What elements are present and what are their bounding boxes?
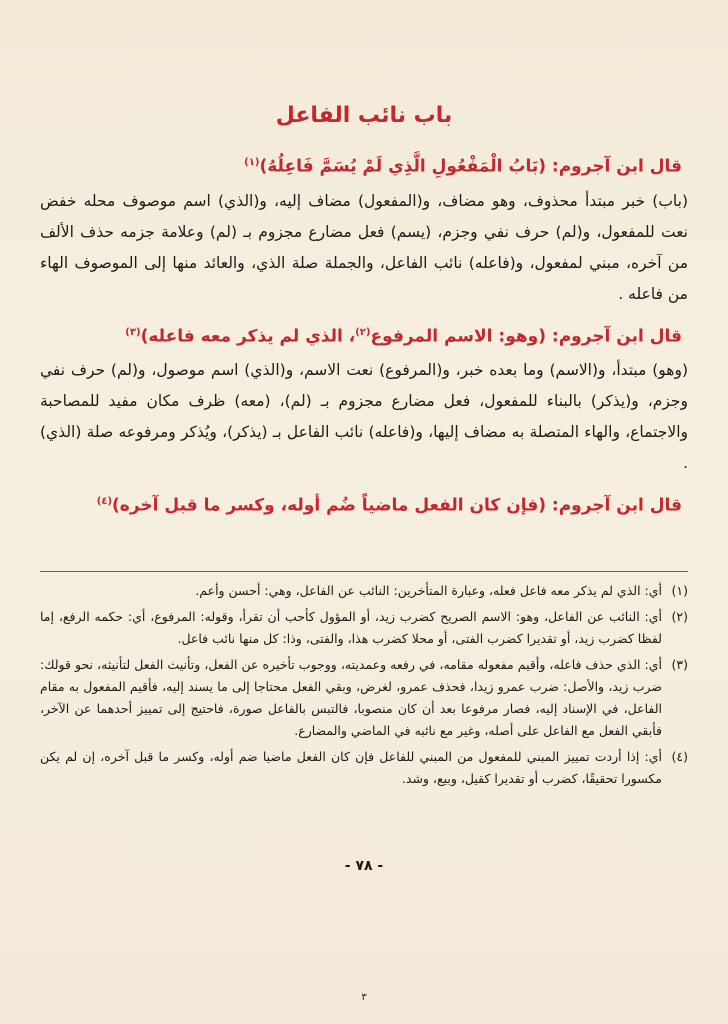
footnote-2 <box>40 606 688 650</box>
quote-3 <box>40 487 682 521</box>
commentary-2-text: (وهو) مبتدأ، و(الاسم) وما بعده خبر، و(المرفوع) نعت الاسم، و(الذي) اسم موصول، و(لم) حرف نفي وجزم، و(يذكر) بالبناء للمفعول، فعل مضارع مجزوم بـ (لم)، (معه) ظرف مكان مفيد للمصاحبة والاجتماع، والهاء المتصلة به مضاف إليها، و(فاعله) نائب الفاعل بـ (يذكر)، ويُذكر ومرفوعه صلة (الذي) . <box>40 361 688 473</box>
footnote-number: (٣) <box>671 657 688 672</box>
footnote-4 <box>40 746 688 790</box>
signature-mark: ٣ <box>361 992 367 1003</box>
footnote-ref-2[interactable]: (٢) <box>355 326 371 338</box>
quote-2 <box>40 318 682 352</box>
quote-2-part-a: قال ابن آجروم: (وهو: الاسم المرفوع <box>370 326 682 347</box>
commentary-1 <box>40 186 688 310</box>
footnote-number: (٢) <box>671 609 688 624</box>
footnote-ref-3[interactable]: (٣) <box>125 326 141 338</box>
footnote-ref-1[interactable]: (١) <box>244 157 260 168</box>
footnotes <box>40 580 688 794</box>
footnote-text: أي: إذا أردت تمييز المبني للمفعول من المبني للفاعل فإن كان الفعل ماضيا ضم أوله، وكسر ما قبل آخره، إن لم يكن مكسورا تحقيقًا، كضرب أو تقديرا كقيل، وبيع، وشد. <box>40 749 662 786</box>
footnote-3 <box>40 654 688 742</box>
chapter-title: باب نائب الفاعل <box>275 103 453 128</box>
quote-1-text: قال ابن آجروم: (بَابُ الْمَفْعُولِ الَّذِي لَمْ يُسَمَّ فَاعِلُهُ) <box>259 156 682 177</box>
footnote-text: أي: الذي حذف فاعله، وأقيم مفعوله مقامه، في رفعه وعمديته، ووجوب تأخيره عن الفعل، وتأنيث الفعل لتأنيثه، نحو قولك: ضرب زيد، والأصل: ضرب عمرو زيدا، فحذف عمرو، لغرض، وبقي الفعل محتاجا إلى ما يسند إليه، فأقيم المفعول به مقام الفاعل، في الإسناد إليه، فصار مرفوعا بعد أن كان منصوبا، فالتبس بالفاعل صورة، فاحتيج إلى تمييز أحدهما عن الآخر، فأبقي الفعل مع الفاعل على أصله، وغير مع نائبه في الماضي والمضارع. <box>40 657 662 738</box>
footnote-ref-4[interactable]: (٤) <box>96 496 113 508</box>
commentary-1-text: (باب) خبر مبتدأ محذوف، وهو مضاف، و(المفعول) مضاف إليه، و(الذي) اسم موصوف محله خفض نعت للمفعول، و(لم) حرف نفي وجزم، (يسم) فعل مضارع مجزوم بـ (لم) وعلامة جزمه حذف الألف من آخره، مبني لمفعول، و(فاعله) نائب الفاعل، والجملة صلة الذي، والعائد منها إلى الموصوف الهاء من فاعله . <box>40 191 688 303</box>
footnote-divider <box>40 571 688 572</box>
footnote-text: أي: النائب عن الفاعل، وهو: الاسم الصريح كضرب زيد، أو المؤول كأحب أن تقرأ، وقوله: المرفوع، أي: حكمه الرفع، إما لفظا كضرب زيد، أو تقديرا كضرب الفتى، أو محلا كضرب هذا، والفتى، وذا: كل منها نائب فاعل. <box>40 609 662 646</box>
quote-3-text: قال ابن آجروم: (فإن كان الفعل ماضياً ضُم أوله، وكسر ما قبل آخره) <box>112 495 682 516</box>
main-text <box>40 100 688 525</box>
footnote-text: أي: الذي لم يذكر معه فاعل فعله، وعبارة المتأخرين: النائب عن الفاعل، وهي: أحسن وأعم. <box>195 583 662 598</box>
footnote-number: (١) <box>671 583 688 598</box>
commentary-2 <box>40 355 688 479</box>
footnote-number: (٤) <box>671 749 688 764</box>
quote-1 <box>40 148 682 182</box>
footnote-1 <box>40 580 688 602</box>
page-number: - ٧٨ - <box>344 858 384 874</box>
quote-2-part-b: ، الذي لم يذكر معه فاعله) <box>140 326 356 347</box>
